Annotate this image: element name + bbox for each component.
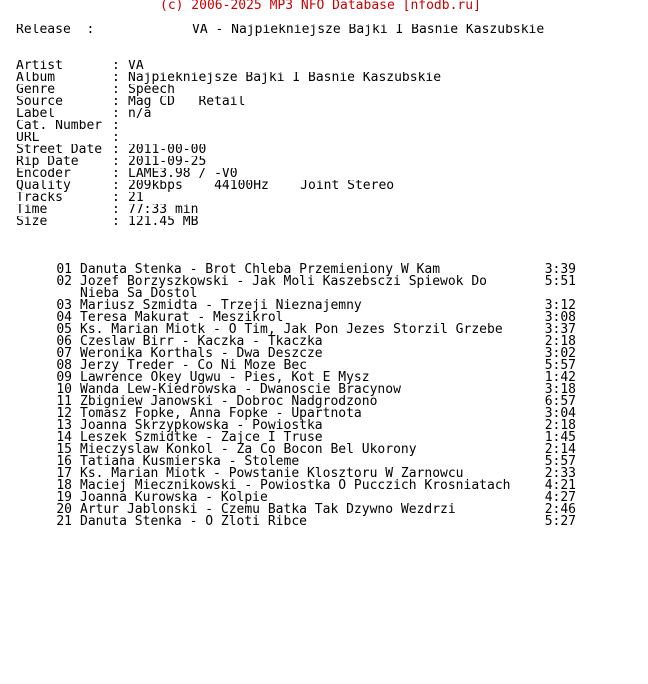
release-label: Release : <box>16 24 95 36</box>
info-field-value: Najpiekniejsze Bajki I Basnie Kaszubskie <box>128 72 442 84</box>
track-duration: 3:37 <box>544 322 576 337</box>
track-title: Joanna Kurowska - Kolpie <box>80 490 268 505</box>
info-field-separator: : <box>112 144 120 156</box>
info-field-label: Encoder <box>16 168 71 180</box>
track-duration: 3:12 <box>544 298 576 313</box>
track-duration: 6:57 <box>544 394 576 409</box>
info-field-row <box>16 216 640 228</box>
info-field-separator: : <box>112 192 120 204</box>
copyright-banner: (c) 2006-2025 MP3 NFO Database [nfodb.ru] <box>160 0 481 12</box>
track-title: Jerzy Treder - Co Ni Moze Bec <box>80 358 307 373</box>
track-duration: 4:21 <box>544 478 576 493</box>
info-field-row <box>16 120 640 132</box>
track-title: Artur Jablonski - Czemu Batka Tak Dzywno Wezdrzi <box>80 502 456 517</box>
track-number: 10 <box>56 382 72 397</box>
track-title: Weronika Korthals - Dwa Deszcze <box>80 346 323 361</box>
track-number: 03 <box>56 298 72 313</box>
track-number: 16 <box>56 454 72 469</box>
info-field-value: n/a <box>128 108 152 120</box>
track-duration: 5:27 <box>544 514 576 529</box>
info-field-value: 77:33 min <box>128 204 199 216</box>
info-field-row <box>16 132 640 144</box>
track-duration: 2:14 <box>544 442 576 457</box>
track-duration: 3:02 <box>544 346 576 361</box>
spacer <box>16 12 640 24</box>
info-field-label: Artist <box>16 60 63 72</box>
info-field-label: Cat. Number <box>16 120 103 132</box>
track-number: 05 <box>56 322 72 337</box>
track-duration: 2:33 <box>544 466 576 481</box>
info-field-separator: : <box>112 84 120 96</box>
spacer <box>16 36 640 48</box>
info-field-label: Rip Date <box>16 156 79 168</box>
track-title: Teresa Makurat - Meszikrol <box>80 310 284 325</box>
track-duration: 2:18 <box>544 334 576 349</box>
track-number: 04 <box>56 310 72 325</box>
track-number: 21 <box>56 514 72 529</box>
info-field-separator: : <box>112 96 120 108</box>
info-field-row <box>16 84 640 96</box>
track-title: Danuta Stenka - Brot Chleba Przemieniony W Kam <box>80 262 441 277</box>
info-field-row <box>16 72 640 84</box>
track-title: Wanda Lew-Kiedrowska - Dwanoscie Bracynow <box>80 382 401 397</box>
track-number: 20 <box>56 502 72 517</box>
track-duration: 4:27 <box>544 490 576 505</box>
track-title: Joanna Skrzypkowska - Powiostka <box>80 418 323 433</box>
track-number: 06 <box>56 334 72 349</box>
info-field-row <box>16 156 640 168</box>
track-duration: 1:42 <box>544 370 576 385</box>
info-field-separator: : <box>112 72 120 84</box>
release-row <box>16 24 640 36</box>
info-field-value: 121.45 MB <box>128 216 199 228</box>
spacer <box>16 240 640 252</box>
track-number: 08 <box>56 358 72 373</box>
track-duration: 1:45 <box>544 430 576 445</box>
track-title: Jozef Borzyszkowski - Jak Moli Kaszebsczi Spiewok Do <box>80 274 487 289</box>
info-field-label: Time <box>16 204 48 216</box>
track-title: Tatiana Kusmierska - Stoleme <box>80 454 300 469</box>
info-field-separator: : <box>112 132 120 144</box>
info-field-separator: : <box>112 120 120 132</box>
track-duration: 2:18 <box>544 418 576 433</box>
info-field-row <box>16 192 640 204</box>
info-field-label: Album <box>16 72 56 84</box>
track-title: Danuta Stenka - O Zloti Ribce <box>80 514 307 529</box>
track-duration: 2:46 <box>544 502 576 517</box>
info-field-separator: : <box>112 156 120 168</box>
info-field-value: Speech <box>128 84 175 96</box>
info-field-separator: : <box>112 204 120 216</box>
info-field-value: Mag CD Retail <box>128 96 246 108</box>
info-fields <box>16 60 640 228</box>
info-field-separator: : <box>112 180 120 192</box>
info-field-row <box>16 108 640 120</box>
track-title: Czeslaw Birr - Kaczka - Tkaczka <box>80 334 323 349</box>
spacer <box>16 228 640 240</box>
track-duration: 3:08 <box>544 310 576 325</box>
track-number: 19 <box>56 490 72 505</box>
info-field-label: Genre <box>16 84 56 96</box>
track-number: 11 <box>56 394 72 409</box>
info-field-value: 21 <box>128 192 144 204</box>
track-title: Ks. Marian Miotk - O Tim, Jak Pon Jezes Storzil Grzebe <box>80 322 503 337</box>
track-title: Zbigniew Janowski - Dobroc Nadgrodzono <box>80 394 378 409</box>
track-title: Lawrence Okey Ugwu - Pies, Kot E Mysz <box>80 370 370 385</box>
nfo-document <box>16 0 640 528</box>
track-number: 18 <box>56 478 72 493</box>
track-number: 14 <box>56 430 72 445</box>
info-field-value: 2011-00-00 <box>128 144 207 156</box>
info-field-label: Label <box>16 108 56 120</box>
info-field-value: 209kbps 44100Hz Joint Stereo <box>128 180 395 192</box>
info-field-row <box>16 96 640 108</box>
track-number: 09 <box>56 370 72 385</box>
track-number: 02 <box>56 274 72 289</box>
info-field-row <box>16 60 640 72</box>
info-field-row <box>16 180 640 192</box>
release-value: VA - Najpiekniejsze Bajki I Basnie Kaszubskie <box>192 24 545 36</box>
track-list <box>16 264 640 528</box>
track-number: 12 <box>56 406 72 421</box>
track-title: Ks. Marian Miotk - Powstanie Klosztoru W Zarnowcu <box>80 466 464 481</box>
info-field-value: 2011-09-25 <box>128 156 207 168</box>
track-title: Leszek Szmidtke - Zajce I Truse <box>80 430 323 445</box>
info-field-separator: : <box>112 108 120 120</box>
info-field-label: Size <box>16 216 48 228</box>
info-field-label: Quality <box>16 180 71 192</box>
spacer <box>16 48 640 60</box>
info-field-separator: : <box>112 60 120 72</box>
track-duration: 5:51 <box>544 274 576 289</box>
track-duration: 3:39 <box>544 262 576 277</box>
track-number: 17 <box>56 466 72 481</box>
info-field-row <box>16 204 640 216</box>
track-duration: 3:04 <box>544 406 576 421</box>
info-field-label: URL <box>16 132 40 144</box>
track-number: 15 <box>56 442 72 457</box>
track-title-continuation-text: Nieba Sa Dostol <box>80 286 198 301</box>
track-title: Maciej Miecznikowski - Powiostka O Pucczich Krosniatach <box>80 478 511 493</box>
info-field-row <box>16 168 640 180</box>
track-number: 07 <box>56 346 72 361</box>
info-field-label: Tracks <box>16 192 63 204</box>
track-duration: 5:57 <box>544 358 576 373</box>
info-field-label: Source <box>16 96 63 108</box>
track-number: 01 <box>56 262 72 277</box>
track-title: Mariusz Szmidta - Trzeji Nieznajemny <box>80 298 362 313</box>
info-field-label: Street Date <box>16 144 103 156</box>
info-field-separator: : <box>112 216 120 228</box>
track-duration: 5:57 <box>544 454 576 469</box>
info-field-separator: : <box>112 168 120 180</box>
info-field-value: LAME3.98 / -V0 <box>128 168 238 180</box>
info-field-value: VA <box>128 60 144 72</box>
track-title: Mieczyslaw Konkol - Za Co Bocon Bel Ukorony <box>80 442 417 457</box>
track-duration: 3:18 <box>544 382 576 397</box>
track-number: 13 <box>56 418 72 433</box>
track-row <box>16 516 640 528</box>
track-title: Tomasz Fopke, Anna Fopke - Upartnota <box>80 406 362 421</box>
info-field-row <box>16 144 640 156</box>
